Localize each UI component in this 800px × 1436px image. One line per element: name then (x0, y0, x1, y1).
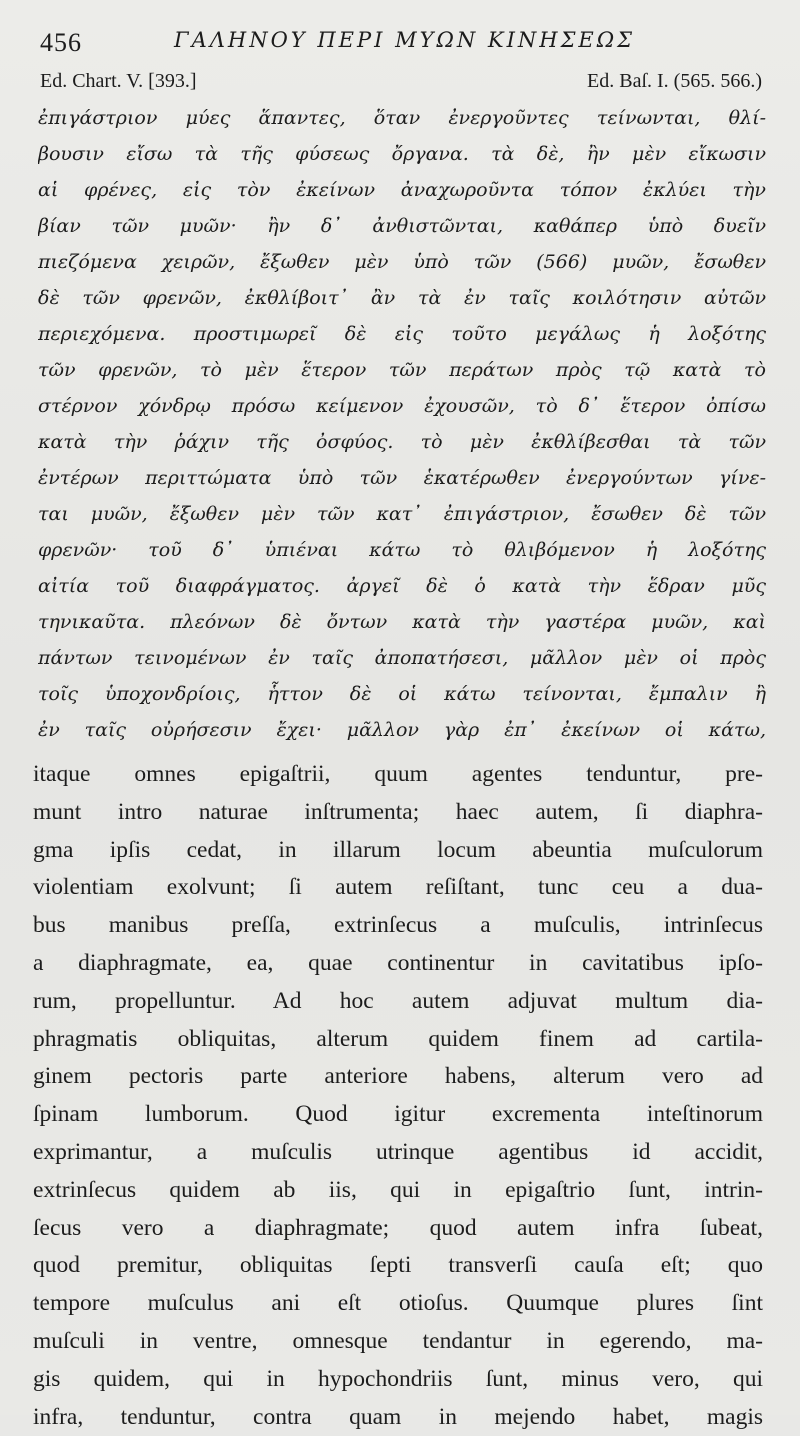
edition-basel: Ed. Baſ. I. (565. 566.) (587, 70, 762, 92)
greek-text-line: ται μυῶν, ἔξωθεν μὲν τῶν κατ᾽ ἐπιγάστριον, ἔσωθεν δὲ τῶν (38, 503, 766, 525)
latin-text-line: quod premitur, obliquitas ſepti transverſi cauſa eſt; quo (33, 1252, 763, 1279)
greek-text-line: τηνικαῦτα. πλεόνων δὲ ὄντων κατὰ τὴν γαστέρα μυῶν, καὶ (38, 611, 766, 633)
greek-text-line: πιεζόμενα χειρῶν, ἔξωθεν μὲν ὑπὸ τῶν (566) μυῶν, ἔσωθεν (38, 251, 766, 273)
latin-text-line: ſecus vero a diaphragmate; quod autem infra ſubeat, (33, 1214, 763, 1241)
latin-text-line: infra, tenduntur, contra quam in mejendo habet, magis (33, 1403, 763, 1430)
latin-text-line: ſpinam lumborum. Quod igitur excrementa inteſtinorum (33, 1101, 763, 1128)
latin-text-line: munt intro naturae inſtrumenta; haec autem, ſi diaphra- (33, 798, 763, 825)
latin-text-line: rum, propelluntur. Ad hoc autem adjuvat multum dia- (33, 987, 763, 1014)
greek-text-line: αἱ φρένες, εἰς τὸν ἐκείνων ἀναχωροῦντα τόπον ἐκλύει τὴν (38, 179, 766, 201)
latin-text-line: ginem pectoris parte anteriore habens, alterum vero ad (33, 1063, 763, 1090)
latin-text-line: tempore muſculus ani eſt otioſus. Quumque plures ſint (33, 1290, 763, 1317)
greek-text-line: ἐντέρων περιττώματα ὑπὸ τῶν ἑκατέρωθεν ἐνεργούντων γίνε- (38, 467, 766, 489)
latin-text-line: exprimantur, a muſculis utrinque agentibus id accidit, (33, 1138, 763, 1165)
latin-text-line: bus manibus preſſa, extrinſecus a muſculis, intrinſecus (33, 912, 763, 939)
greek-text-line: κατὰ τὴν ῥάχιν τῆς ὀσφύος. τὸ μὲν ἐκθλίβεσθαι τὰ τῶν (38, 431, 766, 453)
page-header (40, 26, 760, 62)
latin-text-line: a diaphragmate, ea, quae continentur in cavitatibus ipſo- (33, 949, 763, 976)
greek-text-line: πάντων τεινομένων ἐν ταῖς ἀποπατήσεσι, μᾶλλον μὲν οἱ πρὸς (38, 647, 766, 669)
greek-text-line: βίαν τῶν μυῶν· ἢν δ᾽ ἀνθιστῶνται, καθάπερ ὑπὸ δυεῖν (38, 215, 766, 237)
greek-text-block (38, 100, 766, 748)
latin-text-line: gma ipſis cedat, in illarum locum abeuntia muſculorum (33, 836, 763, 863)
greek-text-line: τοῖς ὑποχονδρίοις, ἧττον δὲ οἱ κάτω τείνονται, ἔμπαλιν ἢ (38, 683, 766, 705)
greek-text-line: βουσιν εἴσω τὰ τῆς φύσεως ὄργανα. τὰ δὲ, ἢν μὲν εἴκωσιν (38, 143, 766, 165)
greek-text-line: φρενῶν· τοῦ δ᾽ ὑπιέναι κάτω τὸ θλιβόμενον ἡ λοξότης (38, 539, 766, 561)
latin-text-line: phragmatis obliquitas, alterum quidem finem ad cartila- (33, 1025, 763, 1052)
greek-text-line: περιεχόμενα. προστιμωρεῖ δὲ εἰς τοῦτο μεγάλως ἡ λοξότης (38, 323, 766, 345)
latin-text-block (33, 756, 763, 1436)
edition-chartier: Ed. Chart. V. [393.] (40, 70, 197, 92)
greek-text-line: τῶν φρενῶν, τὸ μὲν ἕτερον τῶν περάτων πρὸς τῷ κατὰ τὸ (38, 359, 766, 381)
latin-text-line: muſculi in ventre, omnesque tendantur in egerendo, ma- (33, 1327, 763, 1354)
greek-text-line: ἐπιγάστριον μύες ἅπαντες, ὅταν ἐνεργοῦντες τείνωνται, θλί- (38, 107, 766, 129)
running-title: ΓΑΛΗΝΟΥ ΠΕΡΙ ΜΥΩΝ ΚΙΝΗΣΕΩΣ (174, 28, 636, 52)
greek-text-line: ἐν ταῖς οὐρήσεσιν ἔχει· μᾶλλον γὰρ ἐπ᾽ ἐκείνων οἱ κάτω, (38, 719, 766, 741)
latin-text-line: gis quidem, qui in hypochondriis ſunt, minus vero, qui (33, 1365, 763, 1392)
greek-text-line: αἰτία τοῦ διαφράγματος. ἀργεῖ δὲ ὁ κατὰ τὴν ἕδραν μῦς (38, 575, 766, 597)
latin-text-line: itaque omnes epigaſtrii, quum agentes tenduntur, pre- (33, 761, 763, 787)
latin-text-line: extrinſecus quidem ab iis, qui in epigaſtrio ſunt, intrin- (33, 1176, 763, 1203)
latin-text-line: violentiam exolvunt; ſi autem reſiſtant, tunc ceu a dua- (33, 874, 763, 901)
greek-text-line: δὲ τῶν φρενῶν, ἐκθλίβοιτ᾽ ἂν τὰ ἐν ταῖς κοιλότησιν αὐτῶν (38, 287, 766, 309)
edition-reference-line (40, 70, 762, 98)
page-number: 456 (40, 28, 82, 57)
greek-text-line: στέρνον χόνδρῳ πρόσω κείμενον ἐχουσῶν, τὸ δ᾽ ἕτερον ὀπίσω (38, 395, 766, 417)
